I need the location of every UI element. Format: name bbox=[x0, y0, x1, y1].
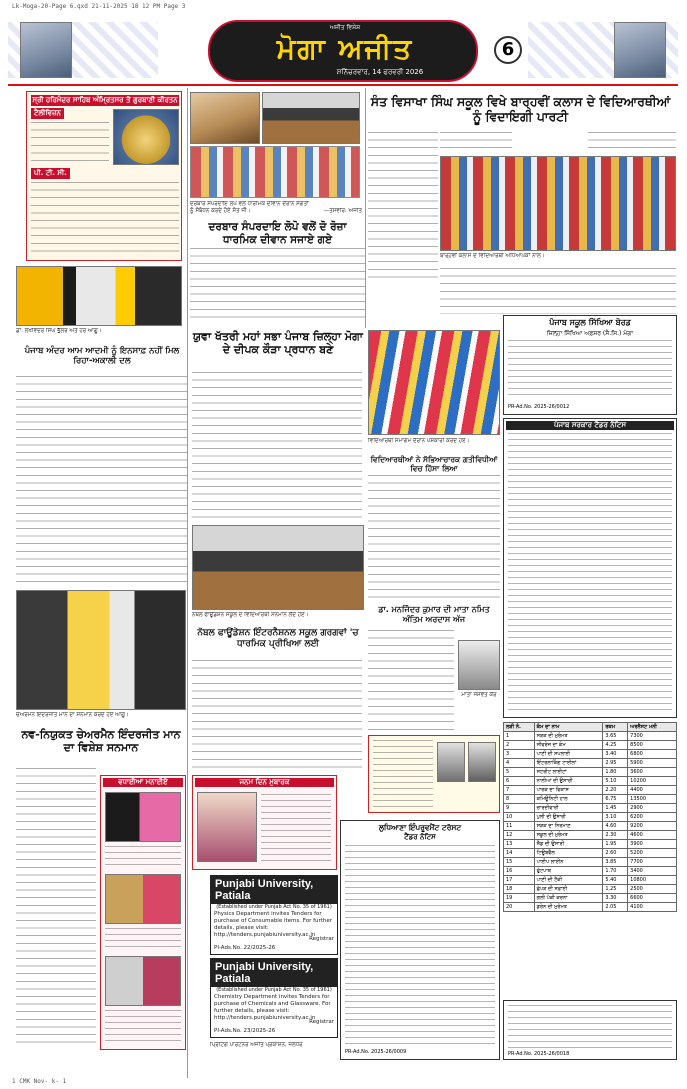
bottom-center-text: ਪ੍ਰਿੰਟਿੰਗ ਪਾਰਟਨਰ ਅਜੀਤ ਪ੍ਰਕਾਸ਼ਨ, ਜਲੰਧਰ bbox=[210, 1042, 303, 1048]
table-cell: 17 bbox=[504, 876, 535, 885]
table-cell: 6 bbox=[504, 777, 535, 786]
table-row bbox=[504, 894, 677, 903]
mata-caption: ਮਾਤਾ ਜਸਵੰਤ ਕੌਰ bbox=[461, 692, 497, 698]
school-board-title: ਪੰਜਾਬ ਸਕੂਲ ਸਿੱਖਿਆ ਬੋਰਡ bbox=[549, 318, 631, 327]
pu-ad-2-sub: (Established under Punjab Act No. 35 of 1961) bbox=[216, 987, 332, 993]
table-cell: ਕਮਿਊਨਿਟੀ ਹਾਲ bbox=[534, 795, 603, 804]
tender-table bbox=[503, 722, 677, 912]
table-cell: 3 bbox=[504, 750, 535, 759]
table-cell: ਪੁਲੀ ਦੀ ਉਸਾਰੀ bbox=[534, 813, 603, 822]
vidaigi-body-right bbox=[588, 132, 676, 154]
table-row bbox=[504, 858, 677, 867]
table-cell: ਸੀਵਰੇਜ ਦਾ ਕੰਮ bbox=[534, 741, 603, 750]
page-number: 6 bbox=[494, 36, 522, 64]
table-cell: 1 bbox=[504, 732, 535, 741]
table-cell: ਸ਼ੈੱਡ ਦੀ ਉਸਾਰੀ bbox=[534, 840, 603, 849]
table-row bbox=[504, 867, 677, 876]
table-cell: 5900 bbox=[628, 759, 677, 768]
ludhiana-ref: PR-Ad.No. 2025-26/0009 bbox=[345, 1049, 407, 1055]
kirtan-text-2 bbox=[31, 182, 179, 256]
three-men-photo bbox=[16, 266, 182, 326]
greeting-text-2 bbox=[105, 928, 181, 952]
table-cell: 20 bbox=[504, 903, 535, 912]
print-registration-top: Lk-Moga-20-Page 6.qxd 21-11-2025 18 12 PM Page 3 bbox=[12, 3, 186, 10]
tender-title: ਪੰਜਾਬ ਸਰਕਾਰ ਟੈਂਡਰ ਨੋਟਿਸ bbox=[506, 421, 674, 430]
table-cell: 18 bbox=[504, 885, 535, 894]
table-cell: 6600 bbox=[628, 894, 677, 903]
gurdwara-photo-right bbox=[614, 22, 666, 78]
pu-ad-2-ref: PI-Ads.No. 23/2025-26 bbox=[214, 1028, 276, 1034]
vidaigi-headline: ਸੰਤ ਵਿਸਾਖਾ ਸਿੰਘ ਸਕੂਲ ਵਿਖੇ ਬਾਰ੍ਹਵੀਂ ਕਲਾਸ ਦੇ ਵਿਦਿਆਰਥੀਆਂ ਨੂੰ ਵਿਦਾਇਗੀ ਪਾਰਟੀ bbox=[370, 94, 671, 124]
table-cell: 5.10 bbox=[603, 777, 628, 786]
yuva-body bbox=[192, 372, 362, 522]
greeting-photo-3 bbox=[105, 956, 181, 1006]
table-cell: 1.80 bbox=[603, 768, 628, 777]
table-cell: 8 bbox=[504, 795, 535, 804]
pu-ad-2-text: Chemistry Department invites Tenders for purchase of Chemicals and Glassware. For further details, please visit: http://tenders.punjabiuniversity.ac.in bbox=[214, 994, 331, 1021]
table-header: ਰਕਮ bbox=[603, 723, 628, 732]
table-cell: 10 bbox=[504, 813, 535, 822]
table-cell: 6800 bbox=[628, 750, 677, 759]
table-cell: ਪਾਈਪ ਲਾਈਨ bbox=[534, 858, 603, 867]
pu-ad-1-text: Physics Department invites Tenders for purchase of Consumable items. For further details, please visit: http://tenders.punjabiuniversity.ac.in bbox=[214, 911, 333, 938]
table-cell: ਟਿਊਬਵੈੱਲ bbox=[534, 849, 603, 858]
janam-din-title: ਜਨਮ ਦਿਨ ਮੁਬਾਰਕ bbox=[195, 778, 334, 787]
table-cell: ਪਾਣੀ ਦੀ ਟੈਂਕੀ bbox=[534, 876, 603, 885]
table-cell: 7 bbox=[504, 786, 535, 795]
shraddhanjali-text bbox=[373, 740, 433, 808]
table-row bbox=[504, 786, 677, 795]
greeting-text-1 bbox=[105, 846, 181, 870]
dr-manjinder-headline: ਡਾ. ਮਨਜਿੰਦਰ ਕੁਮਾਰ ਦੀ ਮਾਤਾ ਨਮਿਤ ਅੰਤਿਮ ਅਰਦਾਸ ਅੱਜ bbox=[378, 605, 490, 624]
punjab-akhil-body bbox=[16, 376, 188, 582]
table-row bbox=[504, 903, 677, 912]
nav-niyukat-body bbox=[16, 768, 96, 1048]
class-photo-caption: ਬਾਰ੍ਹਵੀਂ ਕਲਾਸ ਦੇ ਵਿਦਿਆਰਥੀ ਅਧਿਆਪਕਾਂ ਨਾਲ। bbox=[440, 253, 545, 259]
vadhaiyan-box bbox=[100, 775, 186, 1050]
table-cell: 9 bbox=[504, 804, 535, 813]
students-body bbox=[368, 475, 500, 600]
greeting-photo-2 bbox=[105, 874, 181, 924]
tender-table-wrap bbox=[503, 722, 677, 912]
bottom-right-notice bbox=[503, 1000, 677, 1060]
table-cell: ਪਾਰਕ ਦਾ ਵਿਕਾਸ bbox=[534, 786, 603, 795]
diwan-crowd-photo bbox=[190, 146, 360, 198]
table-cell: ਫੁੱਟਪਾਥ bbox=[534, 867, 603, 876]
ludhiana-subtitle: ਟੈਂਡਰ ਨੋਟਿਸ bbox=[404, 833, 436, 841]
tender-section bbox=[503, 418, 677, 718]
pu-ad-1-registrar: Registrar bbox=[309, 936, 334, 942]
table-header: ਕੰਮ ਦਾ ਨਾਮ bbox=[534, 723, 603, 732]
table-cell: ਗਲੀ ਪੱਕੀ ਕਰਨਾ bbox=[534, 894, 603, 903]
table-cell: 19 bbox=[504, 894, 535, 903]
vidaigi-body-mid bbox=[440, 132, 512, 154]
golden-temple-photo bbox=[113, 109, 179, 165]
table-cell: 4100 bbox=[628, 903, 677, 912]
table-cell: ਸੜਕ ਦੀ ਮੁਰੰਮਤ bbox=[534, 732, 603, 741]
nobel-photo-caption: ਨੋਬਲ ਫਾਊਂਡੇਸ਼ਨ ਸਕੂਲ ਦੇ ਵਿਦਿਆਰਥੀ ਸਨਮਾਨ ਲੈਂਦੇ ਹੋਏ। bbox=[192, 612, 309, 618]
ptc-tag: ਪੀ. ਟੀ. ਸੀ. bbox=[31, 168, 70, 179]
pu-ad-2-registrar: Registrar bbox=[309, 1019, 334, 1025]
table-cell: ਸਕੂਲ ਦੀ ਮੁਰੰਮਤ bbox=[534, 831, 603, 840]
table-cell: 6.75 bbox=[603, 795, 628, 804]
school-board-ref: PR-Ad.No. 2025-26/0012 bbox=[508, 404, 570, 410]
masthead-date: ਸ਼ਨਿੱਚਰਵਾਰ, 14 ਫਰਵਰੀ 2026 bbox=[336, 68, 424, 76]
three-men-caption: ਡਾ. ਲਖਵਿੰਦਰ ਸਿੰਘ ਭੁੱਲਰ ਅਤੇ ਹੋਰ ਆਗੂ। bbox=[16, 328, 102, 334]
school-board-subtitle: ਜ਼ਿਲ੍ਹਾ ਸਿੱਖਿਆ ਅਫ਼ਸਰ (ਸੈ.ਸਿ.) ਮੋਗਾ bbox=[546, 330, 634, 337]
table-cell: 15 bbox=[504, 858, 535, 867]
table-row bbox=[504, 831, 677, 840]
table-cell: ਨਾਲੀਆਂ ਦੀ ਉਸਾਰੀ bbox=[534, 777, 603, 786]
table-cell: 3900 bbox=[628, 840, 677, 849]
flowers-caption: ਚੇਅਰਮੈਨ ਇੰਦਰਜੀਤ ਮਾਨ ਦਾ ਸਨਮਾਨ ਕਰਦੇ ਹੋਏ ਆਗੂ। bbox=[16, 712, 129, 718]
table-cell: ਚਾਰਦੀਵਾਰੀ bbox=[534, 804, 603, 813]
pu-ad-2 bbox=[210, 958, 338, 1038]
table-cell: 3600 bbox=[628, 768, 677, 777]
table-header: ਲੜੀ ਨੰ. bbox=[504, 723, 535, 732]
masthead-title: ਮੋਗਾ ਅਜੀਤ bbox=[276, 32, 414, 65]
dance-photo-caption: ਵਿਦਿਆਰਥੀ ਸਮਾਗਮ ਦੌਰਾਨ ਪੇਸ਼ਕਾਰੀ ਕਰਦੇ ਹੋਏ। bbox=[368, 438, 470, 444]
table-cell: 1.95 bbox=[603, 840, 628, 849]
table-cell: 10800 bbox=[628, 876, 677, 885]
table-cell: 7700 bbox=[628, 858, 677, 867]
table-cell: ਸਟਰੀਟ ਲਾਈਟਾਂ bbox=[534, 768, 603, 777]
table-row bbox=[504, 840, 677, 849]
birthday-photo bbox=[197, 792, 257, 862]
table-cell: 2.20 bbox=[603, 786, 628, 795]
masthead bbox=[8, 14, 678, 86]
table-cell: 1.25 bbox=[603, 885, 628, 894]
table-cell: 14 bbox=[504, 849, 535, 858]
bottom-right-text bbox=[508, 1005, 672, 1049]
column-rule-1 bbox=[187, 88, 188, 1078]
nav-niyukat-headline: ਨਵ-ਨਿਯੁਕਤ ਚੇਅਰਮੈਨ ਇੰਦਰਜੀਤ ਮਾਨ ਦਾ ਵਿਸ਼ੇਸ਼ ਸਨਮਾਨ bbox=[21, 728, 181, 755]
table-cell: ਪਾਣੀ ਦੀ ਸਪਲਾਈ bbox=[534, 750, 603, 759]
ludhiana-box bbox=[340, 820, 500, 1060]
table-cell: 1.45 bbox=[603, 804, 628, 813]
greeting-text-3 bbox=[105, 1010, 181, 1046]
pu-ad-2-banner: Punjabi University, Patiala bbox=[211, 959, 337, 987]
table-row bbox=[504, 741, 677, 750]
table-cell: 8500 bbox=[628, 741, 677, 750]
table-cell: 2.95 bbox=[603, 759, 628, 768]
table-cell: 2 bbox=[504, 741, 535, 750]
sangat-photo bbox=[262, 92, 360, 144]
table-cell: 4400 bbox=[628, 786, 677, 795]
table-cell: 5 bbox=[504, 768, 535, 777]
table-cell: 11 bbox=[504, 822, 535, 831]
table-row bbox=[504, 849, 677, 858]
gurdwara-photo-left bbox=[20, 22, 72, 78]
ludhiana-text bbox=[345, 845, 495, 1045]
table-cell: 4.25 bbox=[603, 741, 628, 750]
students-headline: ਵਿਦਿਆਰਥੀਆਂ ਨੇ ਸੱਭਿਆਚਾਰਕ ਗਤੀਵਿਧੀਆਂ ਵਿਚ ਹਿੱਸਾ ਲਿਆ bbox=[370, 455, 498, 473]
top-photo-credit: —ਤਸਵੀਰ: ਅਜੀਤ bbox=[323, 208, 362, 214]
print-registration-bottom: 1 CMK Nov- k- 1 bbox=[12, 1078, 67, 1085]
table-row bbox=[504, 804, 677, 813]
ludhiana-title: ਲੁਧਿਆਣਾ ਇੰਪਰੂਵਮੈਂਟ ਟਰੱਸਟ bbox=[378, 823, 462, 832]
school-board-text bbox=[508, 340, 672, 400]
nobel-photo bbox=[192, 525, 364, 610]
top-photo-caption: ਦਰਬਾਰ ਸੰਪਰਦਾਇ ਲੋਪੋ ਵਲੋਂ ਧਾਰਮਿਕ ਦੀਵਾਨ ਦੌਰਾਨ ਸੰਗਤਾਂ ਨੂੰ ਸੰਬੋਧਨ ਕਰਦੇ ਹੋਏ ਸੰਤ ਜੀ। bbox=[190, 201, 309, 214]
table-row bbox=[504, 876, 677, 885]
table-cell: 2.60 bbox=[603, 849, 628, 858]
table-cell: 2900 bbox=[628, 804, 677, 813]
table-cell: 3400 bbox=[628, 867, 677, 876]
shraddhanjali-ad bbox=[368, 735, 500, 813]
flowers-photo bbox=[16, 590, 186, 710]
table-row bbox=[504, 813, 677, 822]
tv-tag: ਟੈਲੀਵਿਜ਼ਨ bbox=[31, 108, 64, 119]
yuva-headline: ਯੁਵਾ ਖੱਤਰੀ ਮਹਾਂ ਸਭਾ ਪੰਜਾਬ ਜ਼ਿਲ੍ਹਾ ਮੋਗਾ ਦੇ ਦੀਪਕ ਕੌੜਾ ਪ੍ਰਧਾਨ ਬਣੇ bbox=[193, 330, 363, 357]
table-cell: 3.85 bbox=[603, 858, 628, 867]
masthead-logo bbox=[208, 20, 478, 82]
table-cell: 6200 bbox=[628, 813, 677, 822]
vidaigi-body-left bbox=[368, 132, 438, 284]
table-cell: 10200 bbox=[628, 777, 677, 786]
masthead-tagline: ਅਜੀਤ ਵਿਸ਼ੇਸ਼ bbox=[329, 24, 361, 31]
table-cell: 4600 bbox=[628, 831, 677, 840]
darbar-headline: ਦਰਬਾਰ ਸੰਪਰਦਾਇ ਲੋਪੋ ਵਲੋਂ ਦੋ ਰੋਜ਼ਾ ਧਾਰਮਿਕ ਦੀਵਾਨ ਸਜਾਏ ਗਏ bbox=[208, 221, 347, 246]
table-cell: ਸੜਕ ਦਾ ਨਿਰਮਾਣ bbox=[534, 822, 603, 831]
table-row bbox=[504, 795, 677, 804]
column-rule-2 bbox=[365, 88, 366, 328]
table-row bbox=[504, 885, 677, 894]
table-row bbox=[504, 759, 677, 768]
birthday-text bbox=[261, 794, 331, 864]
table-cell: 16 bbox=[504, 867, 535, 876]
table-cell: 5200 bbox=[628, 849, 677, 858]
table-cell: 1.70 bbox=[603, 867, 628, 876]
table-header: ਅਰਨੈਸਟ ਮਨੀ bbox=[628, 723, 677, 732]
table-row bbox=[504, 732, 677, 741]
dr-manjinder-body bbox=[368, 630, 454, 730]
vidaigi-body-bottom bbox=[440, 268, 676, 314]
greeting-photo-1 bbox=[105, 792, 181, 842]
shraddhanjali-photo-2 bbox=[468, 742, 496, 782]
table-row bbox=[504, 768, 677, 777]
darbar-body bbox=[190, 248, 366, 320]
pu-ad-1 bbox=[210, 875, 338, 955]
table-cell: 2.05 bbox=[603, 903, 628, 912]
table-cell: 4.60 bbox=[603, 822, 628, 831]
table-cell: 3.30 bbox=[603, 894, 628, 903]
table-row bbox=[504, 750, 677, 759]
school-board-notice bbox=[503, 315, 677, 415]
janam-din-box bbox=[192, 775, 337, 870]
table-cell: 2500 bbox=[628, 885, 677, 894]
table-cell: 13500 bbox=[628, 795, 677, 804]
table-cell: 3.65 bbox=[603, 732, 628, 741]
pu-ad-1-ref: PI-Ads.No. 22/2025-26 bbox=[214, 945, 276, 951]
sant-photo bbox=[190, 92, 260, 144]
class-photo bbox=[440, 156, 676, 251]
tender-text bbox=[508, 433, 672, 713]
table-cell: 5.40 bbox=[603, 876, 628, 885]
table-cell: ਛੱਪੜ ਦੀ ਸਫ਼ਾਈ bbox=[534, 885, 603, 894]
table-cell: 3.40 bbox=[603, 750, 628, 759]
bottom-right-ref: PR-Ad.No. 2025-26/0018 bbox=[508, 1051, 570, 1057]
table-cell: 9200 bbox=[628, 822, 677, 831]
table-cell: 7300 bbox=[628, 732, 677, 741]
pu-ad-1-banner: Punjabi University, Patiala bbox=[211, 876, 337, 904]
table-cell: 4 bbox=[504, 759, 535, 768]
dance-photo bbox=[368, 330, 500, 435]
table-cell: ਇੰਟਰਲਾਕਿੰਗ ਟਾਈਲਾਂ bbox=[534, 759, 603, 768]
table-header-row bbox=[504, 723, 677, 732]
table-row bbox=[504, 777, 677, 786]
kirtan-box bbox=[26, 91, 182, 261]
mata-photo bbox=[458, 640, 500, 690]
nobel-body bbox=[192, 660, 362, 770]
punjab-akhil-headline: ਪੰਜਾਬ ਅੰਦਰ ਆਮ ਆਦਮੀ ਨੂੰ ਇਨਸਾਫ਼ ਨਹੀਂ ਮਿਲ ਰਿਹਾ-ਅਕਾਲੀ ਦਲ bbox=[24, 346, 180, 367]
table-cell: 2.30 bbox=[603, 831, 628, 840]
nobel-headline: ਨੋਬਲ ਫਾਊਂਡੇਸ਼ਨ ਇੰਟਰਨੈਸ਼ਨਲ ਸਕੂਲ ਗਰਗਵਾਂ 'ਚ ਧਾਰਮਿਕ ਪ੍ਰੀਖਿਆ ਲਈ bbox=[197, 628, 359, 649]
table-row bbox=[504, 822, 677, 831]
shraddhanjali-photo-1 bbox=[437, 742, 465, 782]
table-cell: 3.10 bbox=[603, 813, 628, 822]
table-cell: 13 bbox=[504, 840, 535, 849]
table-cell: 12 bbox=[504, 831, 535, 840]
table-cell: ਡਰੇਨ ਦੀ ਮੁਰੰਮਤ bbox=[534, 903, 603, 912]
kirtan-text-1 bbox=[31, 122, 109, 162]
kirtan-box-title: ਸ੍ਰੀ ਹਰਿਮੰਦਰ ਸਾਹਿਬ ਅੰਮ੍ਰਿਤਸਰ ਤੋਂ ਗੁਰਬਾਣੀ ਕੀਰਤਨ bbox=[32, 96, 178, 104]
vadhaiyan-title: ਵਧਾਈਆਂ ਮਨਾਈਏ bbox=[103, 778, 183, 787]
pu-ad-1-sub: (Established under Punjab Act No. 35 of 1961) bbox=[216, 904, 332, 910]
